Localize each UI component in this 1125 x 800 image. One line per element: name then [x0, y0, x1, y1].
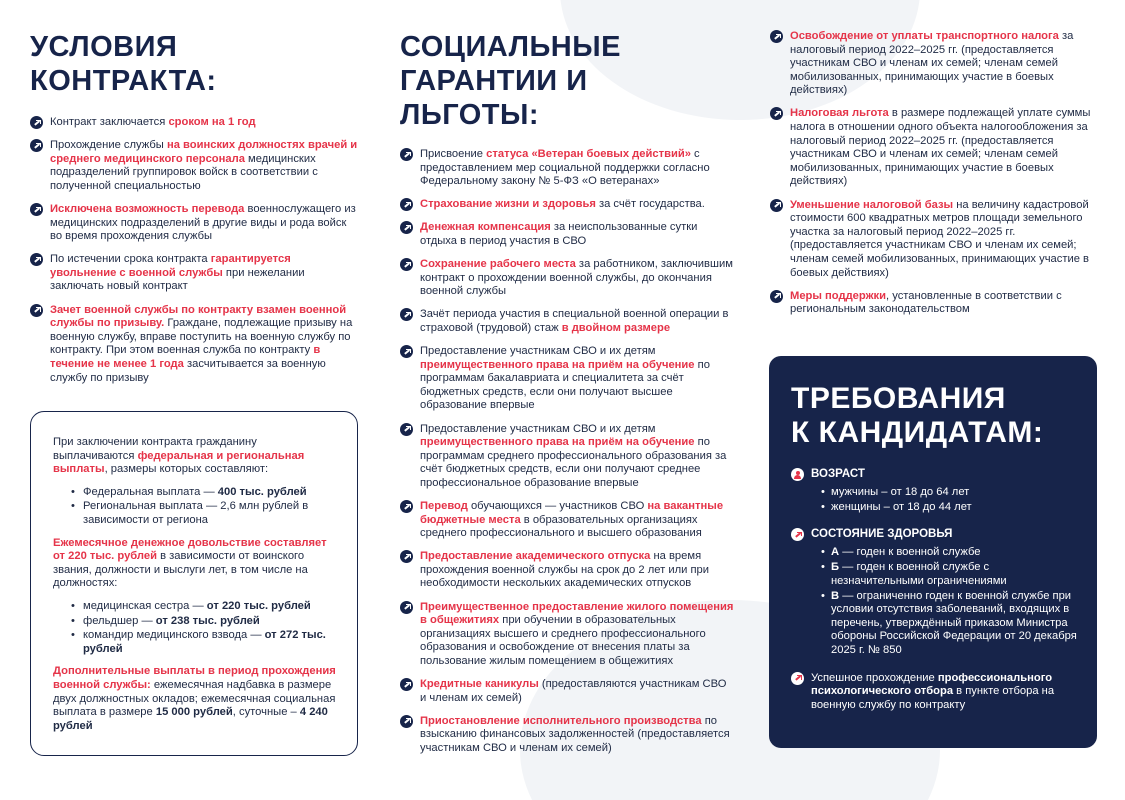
age-heading: ВОЗРАСТ [791, 468, 1077, 482]
social-guarantees-list [400, 148, 735, 755]
list-item: Уменьшение налоговой базы на величину кадастровой стоимости 600 квадратных метров площади земельного участка за налоговый период 2022–2025 гг. (предоставляется участникам СВО и членам их семей; членам семей мобилизованных, принимающих участие в боевых действиях) [770, 199, 1105, 281]
list-item: Контракт заключается сроком на 1 год [30, 116, 360, 130]
arrow-icon [400, 258, 413, 271]
arrow-icon [770, 107, 783, 120]
list-item: Предоставление участникам СВО и их детям преимущественного права на приём на обучение по программам бакалавриата и специалитета за счёт бюджетных средств, если они получают высшее образование впервые [400, 345, 735, 413]
person-icon [791, 468, 804, 481]
list-item: Денежная компенсация за неиспользованные сутки отдыха в период участия в СВО [400, 221, 735, 248]
age-section [791, 468, 1077, 514]
arrow-icon [770, 290, 783, 303]
arrow-icon [400, 221, 413, 234]
tax-benefits-list [770, 30, 1105, 317]
arrow-icon [770, 199, 783, 212]
list-item: Предоставление академического отпуска на время прохождения военной службы на срок до 2 лет или при необходимости нескольких академических отпусков [400, 550, 735, 591]
monthly-allowance: Ежемесячное денежное довольствие составляет от 220 тыс. рублей в зависимости от воинского звания, должности и выслуги лет, в том числе на должностях: [53, 536, 327, 590]
list-item: • фельдшер — от 238 тыс. рублей [71, 615, 339, 629]
arrow-icon [400, 678, 413, 691]
positions-list [71, 600, 339, 656]
arrow-icon [791, 528, 804, 541]
list-item: • Федеральная выплата — 400 тыс. рублей [71, 486, 339, 500]
list-item: • мужчины – от 18 до 64 лет [821, 486, 1077, 500]
list-item: Страхование жизни и здоровья за счёт государства. [400, 198, 735, 212]
arrow-icon [400, 500, 413, 513]
arrow-icon [791, 672, 804, 685]
list-item: • Региональная выплата — 2,6 млн рублей в зависимости от региона [71, 500, 339, 527]
arrow-icon [30, 139, 43, 152]
list-item: • командир медицинского взвода — от 272 тыс. рублей [71, 629, 339, 656]
list-item: Исключена возможность перевода военнослужащего из медицинских подразделений в другие виды и рода войск во время прохождения службы [30, 203, 360, 244]
list-item: • В — ограниченно годен к военной службе при условии отсутствия заболеваний, входящих в перечень, утверждённый приказом Министра обороны Российской Федерации от 20 декабря 2025 г. № 850 [821, 590, 1077, 658]
list-item: Освобождение от уплаты транспортного налога за налоговый период 2022–2025 гг. (предоставляется участникам СВО и членам их семей; членам семей мобилизованных, принимающих участие в боевых действиях) [770, 30, 1105, 98]
list-item: Зачёт периода участия в специальной военной операции в страховой (трудовой) стаж в двойном размере [400, 308, 735, 335]
list-item: Кредитные каникулы (предоставляются участникам СВО и членам их семей) [400, 678, 735, 705]
payments-box [30, 411, 358, 756]
arrow-icon [400, 148, 413, 161]
contract-conditions-title: УСЛОВИЯ КОНТРАКТА: [30, 31, 217, 97]
arrow-icon [30, 203, 43, 216]
tax-benefits-column [770, 30, 1105, 326]
health-section [791, 528, 1077, 657]
candidate-requirements-panel [769, 356, 1097, 748]
list-item: Прохождение службы на воинских должностях врачей и среднего медицинского персонала медицинских подразделений группировок войск в соответствии с полученной специальностью [30, 139, 360, 193]
contract-conditions-column [30, 30, 360, 395]
list-item: По истечении срока контракта гарантируется увольнение с военной службы при нежелании заключать новый контракт [30, 253, 360, 294]
list-item: Меры поддержки, установленные в соответствии с региональным законодательством [770, 290, 1105, 317]
health-list [821, 546, 1077, 658]
age-list [821, 486, 1077, 515]
payments-intro: При заключении контракта гражданину выплачиваются федеральная и региональная выплаты, размеры которых составляют: [53, 436, 305, 476]
list-item: Преимущественное предоставление жилого помещения в общежитиях при обучении в образовательных организациях высшего и среднего профессионального образования и освобождение от внесения платы за пользование жилым помещением в общежитиях [400, 601, 735, 669]
list-item: • медицинская сестра — от 220 тыс. рублей [71, 600, 339, 614]
arrow-icon [400, 715, 413, 728]
arrow-icon [30, 253, 43, 266]
list-item: Предоставление участникам СВО и их детям преимущественного права на приём на обучение по программам среднего профессионального образования за счёт бюджетных средств, если они получают среднее профессиональное образование впервые [400, 423, 735, 491]
list-item: Перевод обучающихся — участников СВО на вакантные бюджетные места в образовательных организациях среднего профессионального и высшего образования [400, 500, 735, 541]
arrow-icon [770, 30, 783, 43]
list-item: Сохранение рабочего места за работником, заключившим контракт о прохождении военной службы, до окончания военной службы [400, 258, 735, 299]
arrow-icon [400, 345, 413, 358]
health-heading: СОСТОЯНИЕ ЗДОРОВЬЯ [791, 528, 1077, 542]
arrow-icon [400, 550, 413, 563]
arrow-icon [400, 198, 413, 211]
arrow-icon [400, 423, 413, 436]
payments-list [71, 486, 339, 528]
list-item: • А — годен к военной службе [821, 546, 1077, 560]
arrow-icon [400, 601, 413, 614]
list-item: Зачет военной службы по контракту взамен военной службы по призыву. Граждане, подлежащие призыву на военную службу, вправе поступить на военную службу по контракту. При этом военная служба по контракту в течение не менее 1 года засчитывается за военную службу по призыву [30, 304, 360, 386]
contract-conditions-list [30, 116, 360, 385]
social-guarantees-column [400, 30, 735, 765]
list-item: • Б — годен к военной службе с незначительными ограничениями [821, 561, 1077, 588]
arrow-icon [30, 116, 43, 129]
list-item: Присвоение статуса «Ветеран боевых действий» с предоставлением мер социальной поддержки согласно Федеральному закону № 5-ФЗ «О ветеранах» [400, 148, 735, 189]
arrow-icon [400, 308, 413, 321]
candidate-requirements-title: ТРЕБОВАНИЯ К КАНДИДАТАМ: [791, 382, 1044, 449]
arrow-icon [30, 304, 43, 317]
social-guarantees-title: СОЦИАЛЬНЫЕ ГАРАНТИИ И ЛЬГОТЫ: [400, 31, 621, 131]
additional-payments: Дополнительные выплаты в период прохождения военной службы: ежемесячная надбавка в размере двух должностных окладов; ежемесячная социальная выплата в размере 15 000 рублей, суточные – 4 240 рублей [53, 665, 336, 732]
list-item: • женщины – от 18 до 44 лет [821, 501, 1077, 515]
list-item: Приостановление исполнительного производства по взысканию финансовых задолженностей (предоставляется участникам СВО и членам их семей) [400, 715, 735, 756]
list-item: Налоговая льгота в размере подлежащей уплате суммы налога в отношении одного объекта налогообложения за налоговый период 2022–2025 гг. (предоставляется участникам СВО и членам их семей; членам семей мобилизованных, принимающих участие в боевых действиях) [770, 107, 1105, 189]
psychological-selection: Успешное прохождение профессионального психологического отбора в пункте отбора на военную службу по контракту [791, 672, 1077, 713]
